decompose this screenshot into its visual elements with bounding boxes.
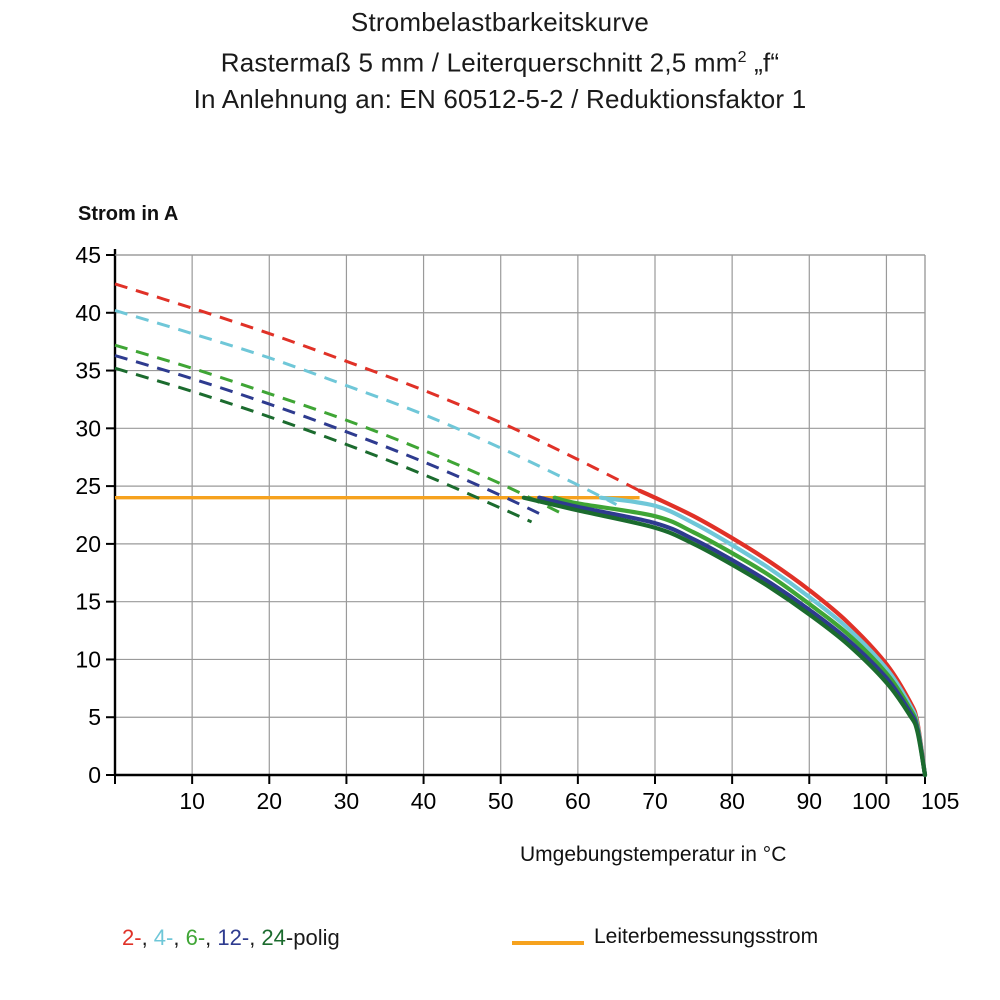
xtick-label-10: 10 <box>179 788 205 814</box>
plot-area <box>0 150 1000 980</box>
title-line-2-post: „f“ <box>746 47 780 78</box>
xtick-label-50: 50 <box>487 788 514 814</box>
ytick-label-15: 15 <box>75 588 101 615</box>
legend-part-6: 12- <box>217 925 250 950</box>
title-line-3: In Anlehnung an: EN 60512-5-2 / Reduktionsfaktor 1 <box>193 83 807 114</box>
series-dashed-2-polig <box>115 284 640 491</box>
title-line-2 <box>0 40 1000 81</box>
ytick-label-25: 25 <box>75 473 101 500</box>
xtick-label-70: 70 <box>642 788 668 814</box>
xtick-label-40: 40 <box>410 788 437 814</box>
legend-part-3: , <box>173 925 186 950</box>
xtick-label-90: 90 <box>796 788 823 814</box>
title-line-1: Strombelastbarkeitskurve <box>350 7 650 37</box>
legend-rated-current-swatch <box>512 941 584 945</box>
y-axis-label: Strom in A <box>78 203 179 225</box>
xtick-label-60: 60 <box>565 788 591 814</box>
ytick-label-35: 35 <box>75 357 101 384</box>
chart-title-block <box>0 4 1000 117</box>
x-axis-label: Umgebungstemperatur in °C <box>520 843 787 866</box>
legend-part-1: , <box>141 925 154 950</box>
legend-rated-current-label: Leiterbemessungsstrom <box>594 925 819 948</box>
title-line-2-superscript: 2 <box>737 49 747 66</box>
series-solid-6-polig <box>555 498 925 775</box>
legend-part-5: , <box>205 925 218 950</box>
ytick-label-5: 5 <box>88 704 101 731</box>
legend-part-8: 24 <box>261 925 286 950</box>
ytick-label-40: 40 <box>75 299 101 326</box>
chart-legend <box>0 925 1000 975</box>
xtick-label-20: 20 <box>256 788 283 814</box>
legend-part-4: 6- <box>185 925 206 950</box>
ytick-label-0: 0 <box>88 762 101 788</box>
ytick-label-30: 30 <box>75 415 101 442</box>
xtick-label-100: 100 <box>852 788 891 814</box>
legend-part-7: , <box>249 925 262 950</box>
legend-part-9: -polig <box>285 925 340 950</box>
ytick-label-20: 20 <box>75 530 101 557</box>
ytick-label-10: 10 <box>75 646 101 673</box>
legend-part-2: 4- <box>153 925 174 950</box>
xtick-label-80: 80 <box>719 788 745 814</box>
title-line-2-pre: Rastermaß 5 mm / Leiterquerschnitt 2,5 mm <box>220 47 738 78</box>
xtick-label-30: 30 <box>333 788 360 814</box>
legend-series-poles <box>122 925 340 951</box>
series-solid-4-polig <box>601 498 925 775</box>
ytick-label-45: 45 <box>75 242 101 268</box>
xtick-label-105: 105 <box>921 788 960 814</box>
legend-part-0: 2- <box>122 925 142 950</box>
series-dashed-4-polig <box>115 310 616 504</box>
